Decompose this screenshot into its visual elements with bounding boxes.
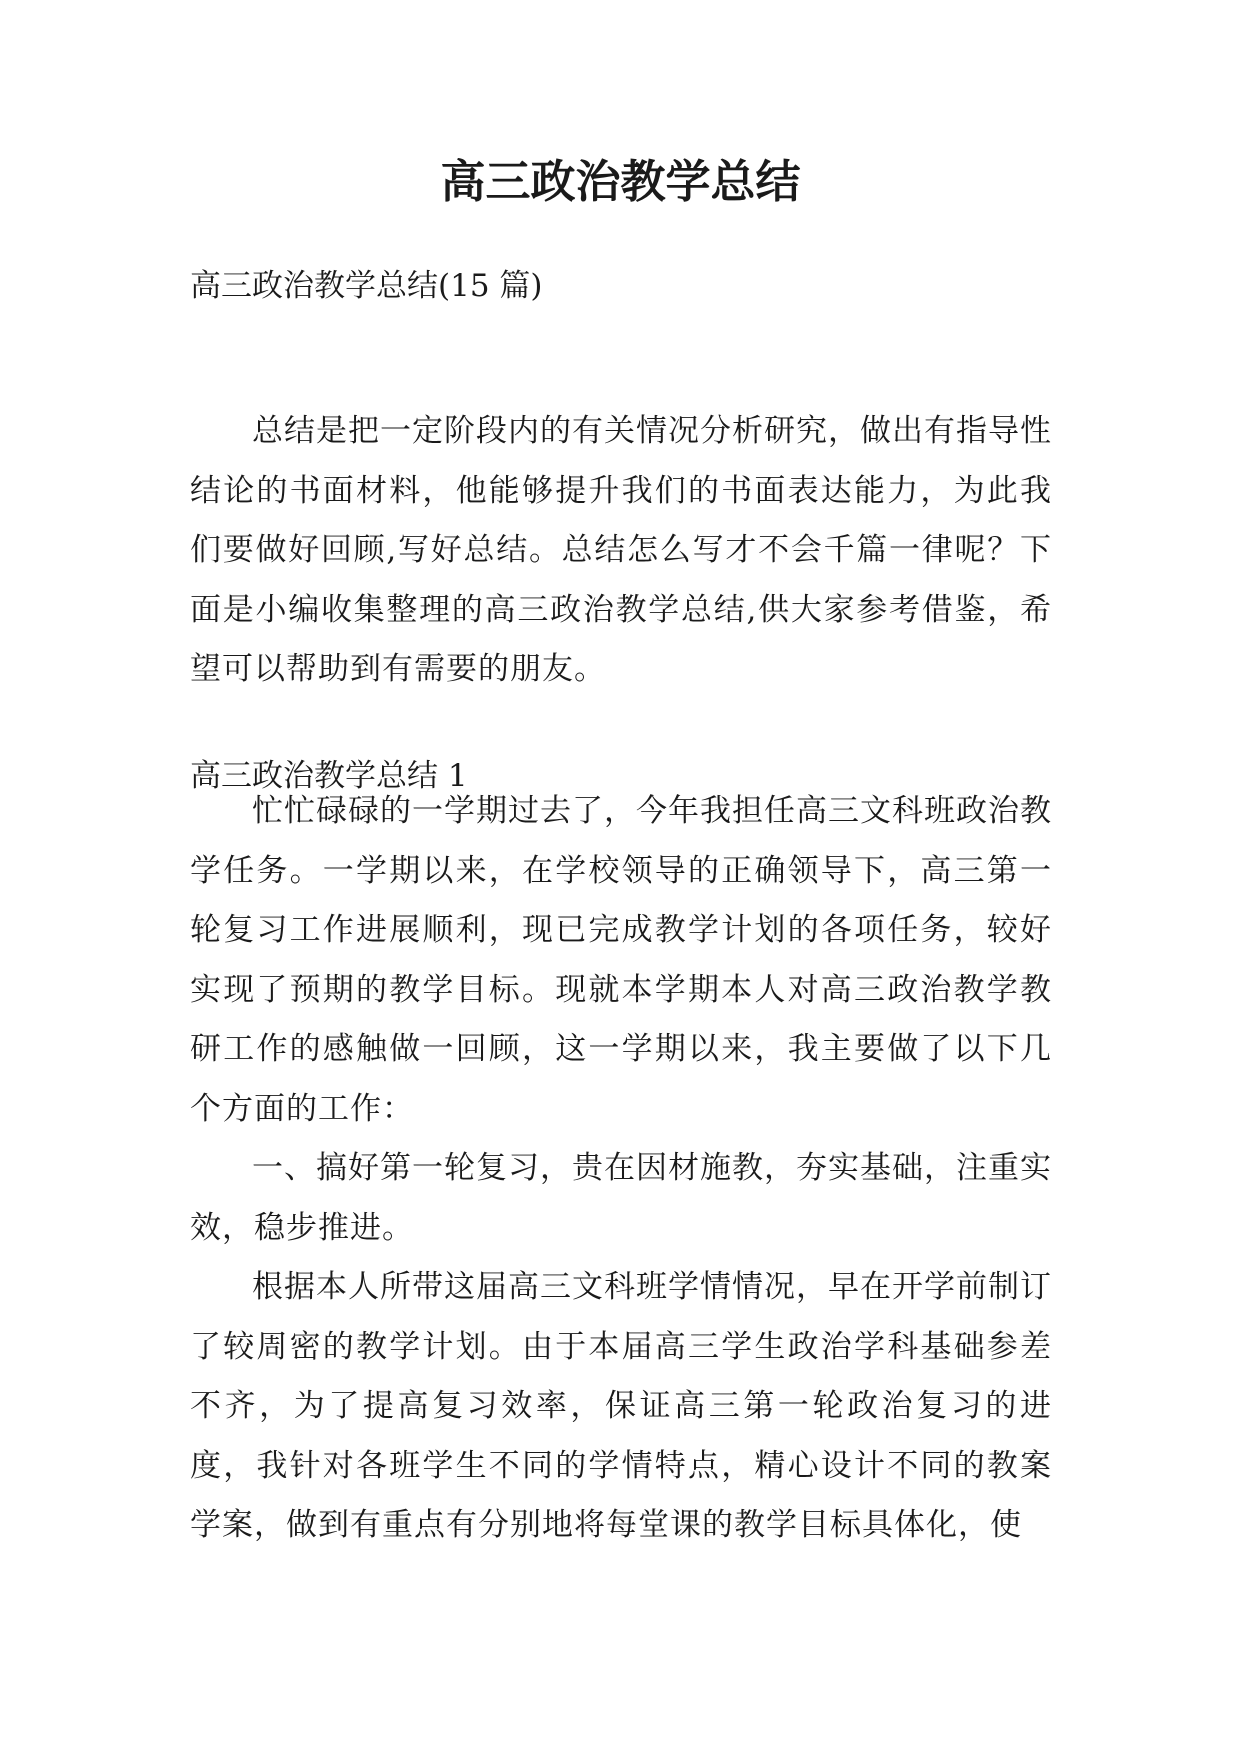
document-title: 高三政治教学总结 [440,155,801,208]
section-paragraph-2: 一、搞好第一轮复习，贵在因材施教，夯实基础，注重实效，稳步推进。 [190,1150,1052,1246]
section-paragraph-1: 忙忙碌碌的一学期过去了，今年我担任高三文科班政治教学任务。一学期以来，在学校领导的正确领导下，高三第一轮复习工作进展顺利，现已完成教学计划的各项任务，较好实现了预期的教学目标。现就本学期本人对高三政治教学教研工作的感触做一回顾，这一学期以来，我主要做了以下几个方面的工作： [190,793,1052,1127]
section-heading: 高三政治教学总结 1 [190,758,468,794]
section-paragraph-3: 根据本人所带这届高三文科班学情情况，早在开学前制订了较周密的教学计划。由于本届高三学生政治学科基础参差不齐，为了提高复习效率，保证高三第一轮政治复习的进度，我针对各班学生不同的学情特点，精心设计不同的教案学案，做到有重点有分别地将每堂课的教学目标具体化，使 [190,1269,1052,1543]
intro-paragraph: 总结是把一定阶段内的有关情况分析研究，做出有指导性结论的书面材料，他能够提升我们的书面表达能力，为此我们要做好回顾,写好总结。总结怎么写才不会千篇一律呢？下面是小编收集整理的高三政治教学总结,供大家参考借鉴，希望可以帮助到有需要的朋友。 [190,413,1052,687]
document-subtitle: 高三政治教学总结(15 篇) [190,268,543,304]
